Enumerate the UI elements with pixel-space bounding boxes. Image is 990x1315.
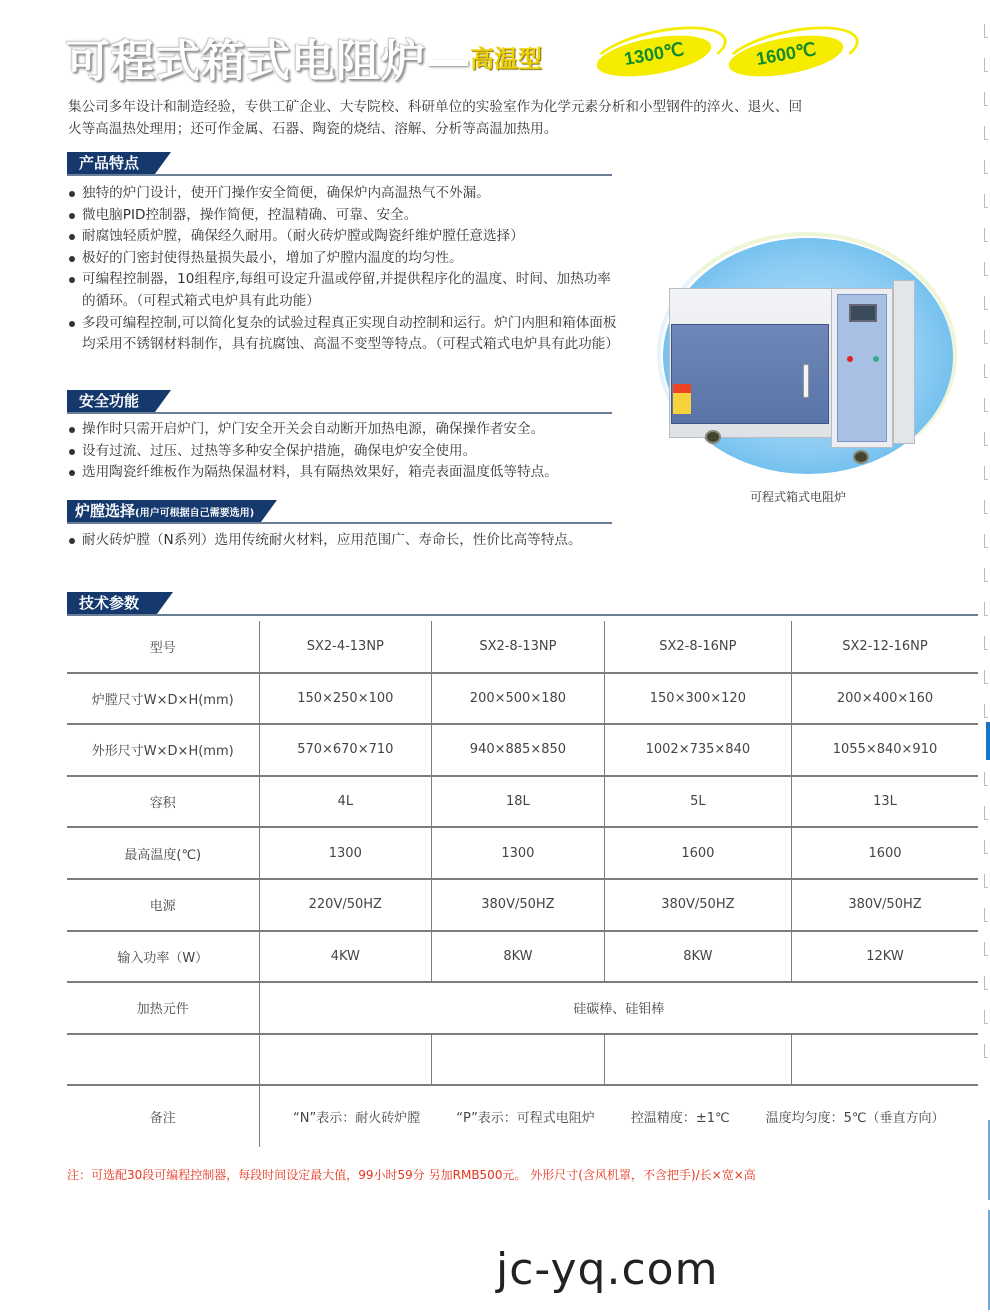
page-edge-strip (978, 0, 990, 1315)
section-header-specs (67, 592, 978, 614)
chamber-list (68, 530, 628, 552)
page-subtitle: 高温型 (470, 45, 542, 73)
cell: 570×670×710 (259, 724, 432, 776)
cell: 1300 (432, 827, 605, 879)
cell: 380V/50HZ (792, 879, 978, 931)
cell: 5L (604, 776, 791, 828)
table-row (67, 724, 978, 776)
cell: 380V/50HZ (432, 879, 605, 931)
table-row-remarks (67, 1085, 978, 1147)
cell: SX2-4-13NP (259, 621, 432, 673)
cell: 8KW (432, 931, 605, 983)
list-item: 极好的门密封使得热量损失最小，增加了炉膛内温度的均匀性。 (68, 248, 618, 270)
table-row (67, 827, 978, 879)
page-header (66, 28, 542, 88)
temperature-badge-1300 (590, 28, 730, 74)
cell: 12KW (792, 931, 978, 983)
intro-paragraph: 集公司多年设计和制造经验，专供工矿企业、大专院校、科研单位的实验室作为化学元素分析和小型钢件的淬火、退火、回火等高温热处理用；还可作金属、石器、陶瓷的烧结、溶解、分析等高温加热用。 (68, 99, 803, 137)
warning-label (673, 384, 691, 414)
section-title-note: (用户可根据自己需要选用) (135, 508, 255, 519)
table-row (67, 673, 978, 725)
cell: 380V/50HZ (604, 879, 791, 931)
temperature-badge-1600 (722, 28, 862, 74)
table-row-empty (67, 1034, 978, 1086)
table-row (67, 776, 978, 828)
title-dash (428, 60, 468, 66)
cell: 1055×840×910 (792, 724, 978, 776)
cell: 940×885×850 (432, 724, 605, 776)
cell: 8KW (604, 931, 791, 983)
cell: 18L (432, 776, 605, 828)
list-item: 耐火砖炉膛（N系列）选用传统耐火材料，应用范围广、寿命长，性价比高等特点。 (68, 530, 628, 552)
list-item: 耐腐蚀轻质炉膛，确保经久耐用。（耐火砖炉膛或陶瓷纤维炉膛任意选择） (68, 226, 618, 248)
section-title: 炉膛选择(用户可根据自己需要选用) (67, 500, 261, 522)
cell (432, 1034, 605, 1086)
wheel (853, 450, 869, 464)
door-handle (803, 364, 809, 398)
cell: 150×300×120 (604, 673, 791, 725)
list-item: 操作时只需开启炉门，炉门安全开关会自动断开加热电源，确保操作者安全。 (68, 419, 628, 441)
list-item: 微电脑PID控制器，操作简便，控温精确、可靠、安全。 (68, 205, 618, 227)
row-label: 型号 (67, 621, 259, 673)
cell: 4L (259, 776, 432, 828)
cell: 1300 (259, 827, 432, 879)
remark-item: 温度均匀度：5℃（垂直方向） (765, 1111, 945, 1127)
table-row-heating-element (67, 982, 978, 1034)
safety-list (68, 419, 628, 484)
section-header-features (67, 152, 612, 174)
cell: 1002×735×840 (604, 724, 791, 776)
remark-item: “N”表示：耐火砖炉膛 (293, 1111, 421, 1127)
furnace-side (893, 280, 915, 444)
section-header-safety (67, 390, 612, 412)
row-label: 容积 (67, 776, 259, 828)
footnote: 注：可选配30段可编程控制器，每段时间设定最大值，99小时59分 另加RMB500元。 外形尺寸(含风机罩，不含把手)/长×宽×高 (67, 1168, 756, 1182)
cell (792, 1034, 978, 1086)
list-item: 可编程控制器，10组程序,每组可设定升温或停留,并提供程序化的温度、时间、加热功率的循环。（可程式箱式电炉具有此功能） (68, 269, 618, 312)
cell: 150×250×100 (259, 673, 432, 725)
section-title: 技术参数 (67, 592, 157, 614)
section-title: 产品特点 (67, 152, 155, 174)
row-label: 备注 (149, 1111, 176, 1127)
features-list (68, 183, 618, 356)
cell: 200×400×160 (792, 673, 978, 725)
cell: SX2-8-13NP (432, 621, 605, 673)
display-screen (849, 304, 877, 322)
cell: SX2-8-16NP (604, 621, 791, 673)
wheel (705, 430, 721, 444)
product-caption: 可程式箱式电阻炉 (750, 490, 847, 504)
remark-item: “P”表示：可程式电阻炉 (456, 1111, 595, 1127)
section-title: 安全功能 (67, 390, 155, 412)
website-url: jc-yq.com (496, 1244, 719, 1295)
table-row (67, 931, 978, 983)
cell: 1600 (604, 827, 791, 879)
remarks-cell (259, 1085, 978, 1147)
row-label: 外形尺寸W×D×H(mm) (67, 724, 259, 776)
row-label: 加热元件 (67, 982, 259, 1034)
row-label (67, 1034, 259, 1086)
cell: 4KW (259, 931, 432, 983)
spec-table (67, 621, 978, 1147)
cell (259, 1034, 432, 1086)
page-title: 可程式箱式电阻炉 (66, 36, 426, 87)
cell: 200×500×180 (432, 673, 605, 725)
indicator-green (873, 356, 879, 362)
remark-item: 控温精度：±1℃ (630, 1111, 730, 1127)
badge-label: 1600℃ (754, 38, 818, 70)
list-item: 设有过流、过压、过热等多种安全保护措施，确保电炉安全使用。 (68, 441, 628, 463)
row-label: 电源 (67, 879, 259, 931)
list-item: 独特的炉门设计，使开门操作安全简便，确保炉内高温热气不外漏。 (68, 183, 618, 205)
cell: 220V/50HZ (259, 879, 432, 931)
row-label: 输入功率（W） (67, 931, 259, 983)
table-row (67, 879, 978, 931)
table-row (67, 621, 978, 673)
list-item: 多段可编程控制,可以简化复杂的试验过程真正实现自动控制和运行。炉门内胆和箱体面板均采用不锈钢材料制作，具有抗腐蚀、高温不变型等特点。（可程式箱式电炉具有此功能） (68, 313, 618, 356)
section-header-chamber (67, 500, 612, 522)
indicator-red (847, 356, 853, 362)
row-label: 最高温度(℃) (67, 827, 259, 879)
product-image (655, 236, 965, 476)
cell: 1600 (792, 827, 978, 879)
badge-label: 1300℃ (622, 38, 686, 70)
cell: SX2-12-16NP (792, 621, 978, 673)
page-tab-marker (986, 722, 990, 760)
cell (604, 1034, 791, 1086)
cell: 硅碳棒、硅钼棒 (259, 982, 978, 1034)
cell: 13L (792, 776, 978, 828)
list-item: 选用陶瓷纤维板作为隔热保温材料，具有隔热效果好，箱壳表面温度低等特点。 (68, 462, 628, 484)
row-label: 炉膛尺寸W×D×H(mm) (67, 673, 259, 725)
